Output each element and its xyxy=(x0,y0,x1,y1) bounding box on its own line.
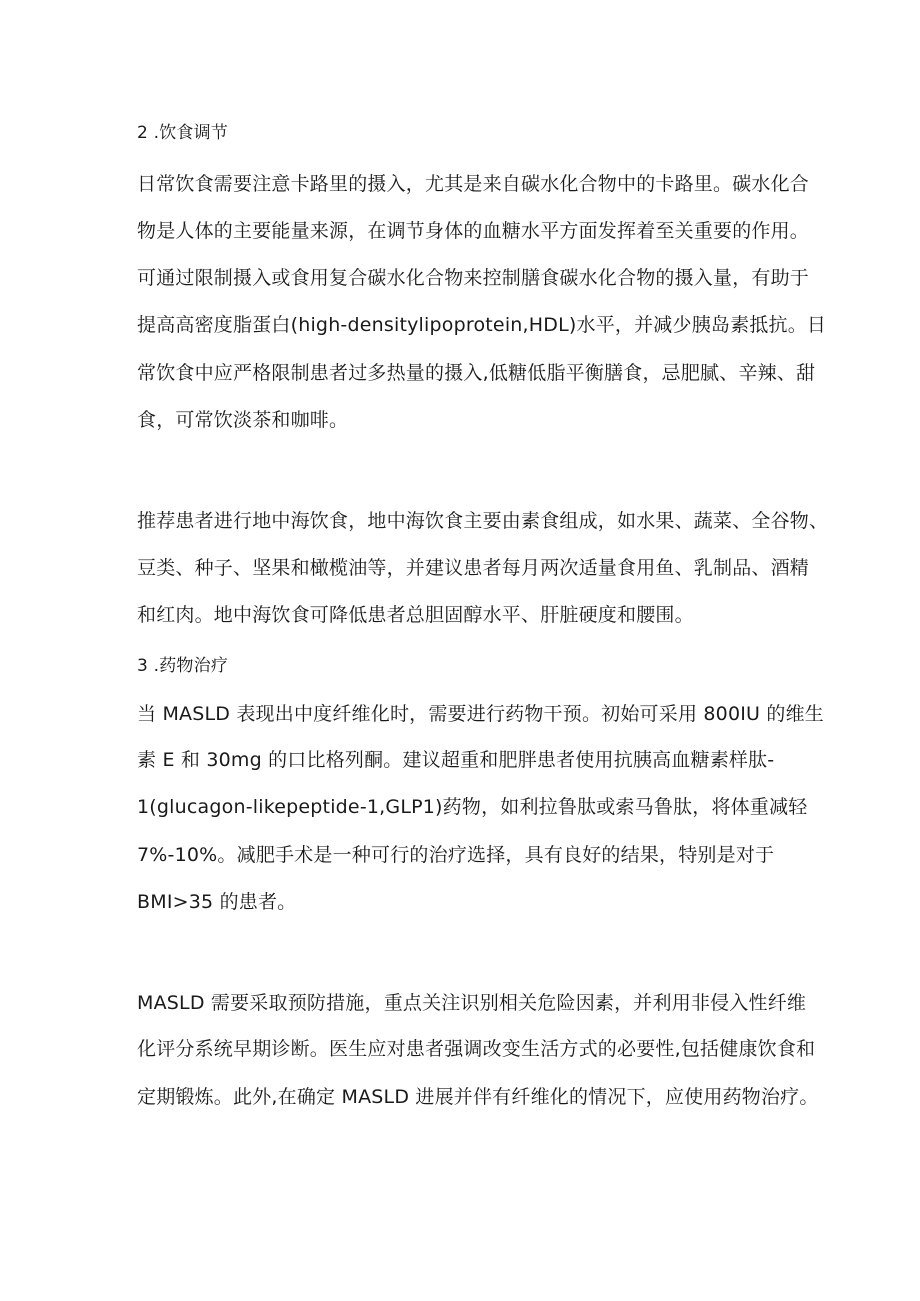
paragraph-line: 食，可常饮淡茶和咖啡。 xyxy=(137,409,349,431)
paragraph-line: 7%-10%。减肥手术是一种可行的治疗选择，具有良好的结果，特别是对于 xyxy=(137,844,775,866)
paragraph-line: MASLD 需要采取预防措施，重点关注识别相关危险因素，并利用非侵入性纤维 xyxy=(137,992,807,1014)
paragraph-line: 可通过限制摄入或食用复合碳水化合物来控制膳食碳水化合物的摄入量，有助于 xyxy=(137,267,810,289)
paragraph-line: 化评分系统早期诊断。医生应对患者强调改变生活方式的必要性,包括健康饮食和 xyxy=(137,1038,816,1060)
heading-diet-regulation: 2 .饮食调节 xyxy=(137,123,229,143)
paragraph-line: 物是人体的主要能量来源，在调节身体的血糖水平方面发挥着至关重要的作用。 xyxy=(137,220,810,242)
paragraph-line: 日常饮食需要注意卡路里的摄入，尤其是来自碳水化合物中的卡路里。碳水化合 xyxy=(137,173,810,195)
paragraph-line: 定期锻炼。此外,在确定 MASLD 进展并伴有纤维化的情况下，应使用药物治疗。 xyxy=(137,1086,819,1108)
paragraph-line: 素 E 和 30mg 的口比格列酮。建议超重和肥胖患者使用抗胰高血糖素样肽- xyxy=(137,749,775,771)
paragraph-line: 提高高密度脂蛋白(high-densitylipoprotein,HDL)水平，并减少胰岛素抵抗。日 xyxy=(137,314,827,336)
paragraph-line: 和红肉。地中海饮食可降低患者总胆固醇水平、肝脏硬度和腰围。 xyxy=(137,604,694,626)
paragraph-line: 1(glucagon-likepeptide-1,GLP1)药物，如利拉鲁肽或索马鲁肽，将体重减轻 xyxy=(137,796,808,818)
paragraph-line: 推荐患者进行地中海饮食，地中海饮食主要由素食组成，如水果、蔬菜、全谷物、 xyxy=(137,510,829,532)
paragraph-line: 常饮食中应严格限制患者过多热量的摄入,低糖低脂平衡膳食，忌肥腻、辛辣、甜 xyxy=(137,362,816,384)
paragraph-line: BMI>35 的患者。 xyxy=(137,891,297,913)
heading-drug-therapy: 3 .药物治疗 xyxy=(137,656,229,676)
paragraph-line: 当 MASLD 表现出中度纤维化时，需要进行药物干预。初始可采用 800IU 的维生 xyxy=(137,703,825,725)
paragraph-line: 豆类、种子、坚果和橄榄油等，并建议患者每月两次适量食用鱼、乳制品、酒精 xyxy=(137,557,810,579)
